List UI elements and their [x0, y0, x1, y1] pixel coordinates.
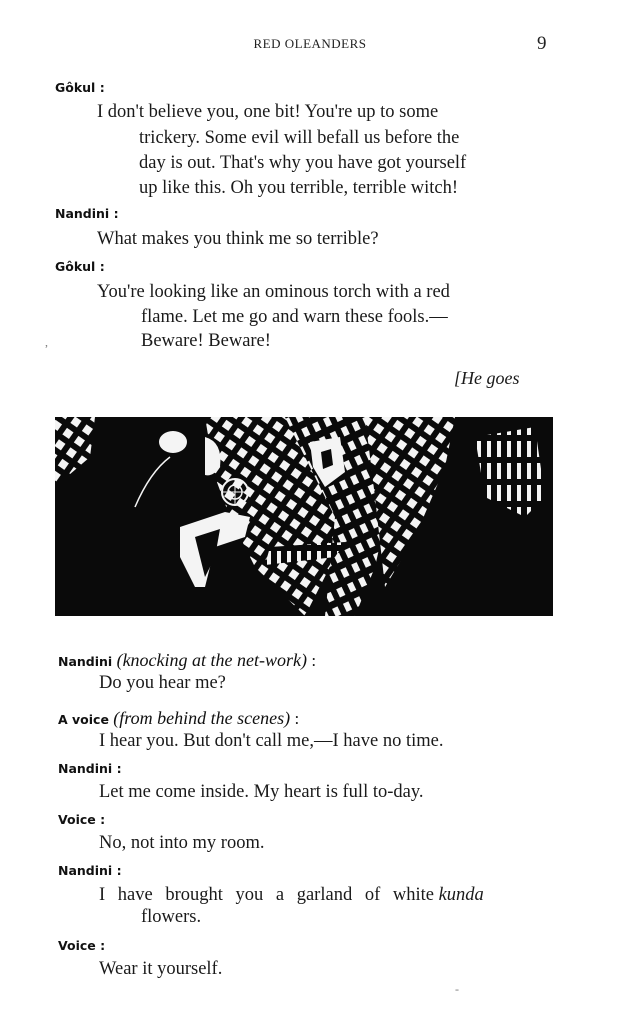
dialogue-line: flame. Let me go and warn these fools.— [141, 307, 448, 327]
dialogue-line: What makes you think me so terrible? [97, 229, 379, 249]
speaker-label: Nandini : [55, 206, 119, 221]
dialogue-line: trickery. Some evil will befall us before the [139, 128, 460, 148]
illustration-art [55, 417, 553, 616]
italic-word: kunda [438, 885, 484, 905]
stage-direction-inline: (knocking at the net-work) [116, 650, 308, 670]
dialogue-line: flowers. [141, 907, 202, 927]
speaker-name: Nandini [58, 654, 113, 669]
page-number: 9 [537, 33, 547, 54]
woodcut-illustration [55, 417, 553, 616]
dialogue-line: up like this. Oh you terrible, terrible witch! [139, 178, 459, 198]
colon: : [294, 709, 300, 728]
ink-mark: , [45, 335, 48, 349]
stage-direction-inline: (from behind the scenes) [113, 708, 291, 728]
speaker-label [58, 708, 299, 729]
dialogue-line: Do you hear me? [99, 673, 226, 693]
stage-direction: [He goes [454, 368, 520, 388]
dialogue-line: You're looking like an ominous torch with a red [97, 282, 450, 302]
speaker-name: A voice [58, 712, 109, 727]
speaker-label: Nandini : [58, 761, 122, 776]
speaker-label: Nandini : [58, 863, 122, 878]
dialogue-line: day is out. That's why you have got yourself [139, 153, 467, 173]
speaker-label [58, 650, 316, 671]
speaker-label: Voice : [58, 938, 106, 953]
speaker-label: Gôkul : [55, 259, 105, 274]
line-text: I have brought you a garland of white [99, 885, 434, 905]
running-title: RED OLEANDERS [253, 36, 367, 51]
speaker-label: Gôkul : [55, 80, 105, 95]
colon: : [311, 651, 317, 670]
dialogue-line: Beware! Beware! [141, 331, 271, 351]
dialogue-line: No, not into my room. [99, 833, 265, 853]
dialogue-line: I don't believe you, one bit! You're up to some [97, 102, 439, 122]
ink-mark: - [455, 982, 459, 996]
dialogue-line: Let me come inside. My heart is full to-day. [99, 782, 424, 802]
dialogue-line [99, 885, 553, 906]
dialogue-line: Wear it yourself. [99, 959, 223, 979]
dialogue-line: I hear you. But don't call me,—I have no time. [99, 731, 444, 751]
speaker-label: Voice : [58, 812, 106, 827]
